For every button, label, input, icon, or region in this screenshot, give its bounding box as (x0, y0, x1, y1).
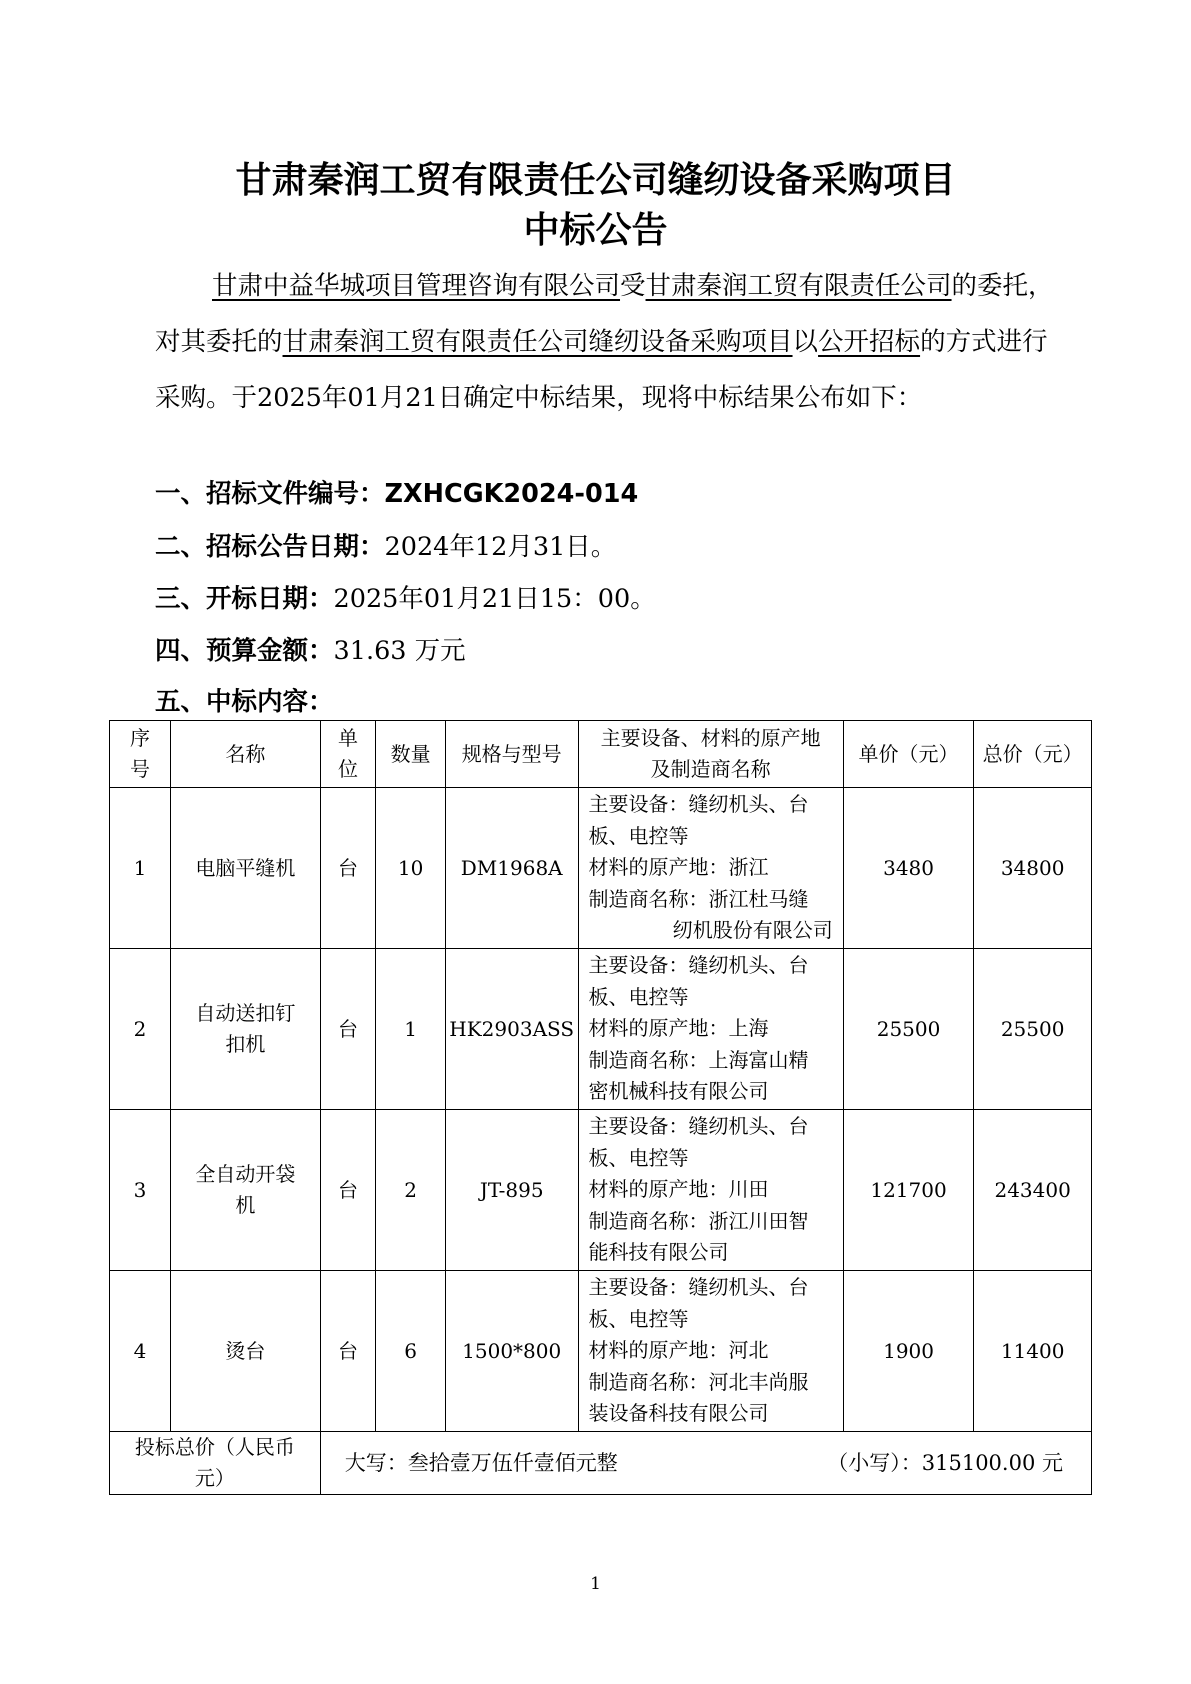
header-unit: 单 位 (320, 721, 376, 788)
header-unit-price: 单价（元） (843, 721, 974, 788)
cell-unit: 台 (320, 949, 376, 1110)
intro-text-4: 的方式进行采购。于2025年01月21日确定中标结果，现将中标结果公布如下： (155, 327, 1048, 413)
table-row (110, 1271, 1092, 1432)
section-opening-date (155, 579, 656, 615)
total-amount (320, 1432, 1091, 1495)
total-capital: 大写：叁拾壹万伍仟壹佰元整 (344, 1450, 618, 1475)
cell-no: 3 (110, 1110, 171, 1271)
cell-total-price: 34800 (974, 788, 1092, 949)
header-name: 名称 (170, 721, 320, 788)
budget-value: 31.63 万元 (333, 636, 466, 666)
section-award-content (155, 682, 334, 718)
cell-qty: 6 (376, 1271, 446, 1432)
section-notice-date-label: 二、招标公告日期： (155, 532, 385, 562)
header-origin: 主要设备、材料的原产地 及制造商名称 (578, 721, 843, 788)
section-file-number (155, 474, 638, 510)
header-no: 序 号 (110, 721, 171, 788)
table-header-row (110, 721, 1092, 788)
section-file-number-label: 一、招标文件编号：ZXHCGK2024-014 (155, 479, 639, 509)
section-budget-label: 四、预算金额： (155, 636, 334, 666)
cell-qty: 2 (376, 1110, 446, 1271)
intro-text-2: 的委托，对其委托的 (155, 271, 1054, 357)
section-award-content-label: 五、中标内容： (155, 687, 334, 717)
cell-origin: 主要设备：缝纫机头、台 板、电控等 材料的原产地：河北 制造商名称：河北丰尚服 装设备科技有限公司 (578, 1271, 843, 1432)
table-total-row (110, 1432, 1092, 1495)
cell-qty: 1 (376, 949, 446, 1110)
page-number: 1 (590, 1574, 601, 1594)
cell-unit-price: 3480 (843, 788, 974, 949)
cell-qty: 10 (376, 788, 446, 949)
intro-text-1: 受 (620, 271, 646, 301)
cell-name: 全自动开袋 机 (170, 1110, 320, 1271)
header-spec: 规格与型号 (445, 721, 578, 788)
section-notice-date (155, 527, 616, 563)
section-budget (155, 631, 466, 667)
cell-unit-price: 1900 (843, 1271, 974, 1432)
cell-name: 电脑平缝机 (170, 788, 320, 949)
cell-no: 4 (110, 1271, 171, 1432)
total-label: 投标总价（人民币 元） (110, 1432, 321, 1495)
cell-spec: 1500*800 (445, 1271, 578, 1432)
total-small: （小写）：315100.00 元 (827, 1450, 1063, 1475)
header-qty: 数量 (376, 721, 446, 788)
cell-unit-price: 121700 (843, 1110, 974, 1271)
intro-text-3: 以 (792, 327, 819, 357)
document-title: 甘肃秦润工贸有限责任公司缝纫设备采购项目 (235, 160, 956, 201)
cell-spec: JT-895 (445, 1110, 578, 1271)
cell-total-price: 25500 (974, 949, 1092, 1110)
table-row (110, 1110, 1092, 1271)
agent-name: 甘肃中益华城项目管理咨询有限公司 (212, 271, 621, 301)
cell-no: 2 (110, 949, 171, 1110)
cell-origin: 主要设备：缝纫机头、台 板、电控等 材料的原产地：川田 制造商名称：浙江川田智 能科技有限公司 (578, 1110, 843, 1271)
opening-date-value: 2025年01月21日15：00。 (333, 584, 656, 614)
project-name: 甘肃秦润工贸有限责任公司缝纫设备采购项目 (282, 327, 793, 357)
document-subtitle: 中标公告 (523, 210, 668, 251)
cell-name: 烫台 (170, 1271, 320, 1432)
section-opening-date-label: 三、开标日期： (155, 584, 334, 614)
intro-paragraph (155, 258, 1055, 426)
award-table (109, 720, 1092, 1495)
table-row (110, 788, 1092, 949)
notice-date-value: 2024年12月31日。 (384, 532, 617, 562)
cell-name: 自动送扣钉 扣机 (170, 949, 320, 1110)
cell-no: 1 (110, 788, 171, 949)
cell-unit: 台 (320, 1271, 376, 1432)
cell-origin: 主要设备：缝纫机头、台 板、电控等 材料的原产地：上海 制造商名称：上海富山精 密机械科技有限公司 (578, 949, 843, 1110)
header-total-price: 总价（元） (974, 721, 1092, 788)
cell-total-price: 11400 (974, 1271, 1092, 1432)
cell-unit: 台 (320, 1110, 376, 1271)
client-name: 甘肃秦润工贸有限责任公司 (645, 271, 952, 301)
cell-unit-price: 25500 (843, 949, 974, 1110)
cell-origin: 主要设备：缝纫机头、台 板、电控等 材料的原产地：浙江 制造商名称：浙江杜马缝 纫机股份有限公司 (578, 788, 843, 949)
table-row (110, 949, 1092, 1110)
cell-total-price: 243400 (974, 1110, 1092, 1271)
cell-spec: DM1968A (445, 788, 578, 949)
procurement-method: 公开招标 (818, 327, 921, 357)
cell-spec: HK2903ASS (445, 949, 578, 1110)
cell-unit: 台 (320, 788, 376, 949)
